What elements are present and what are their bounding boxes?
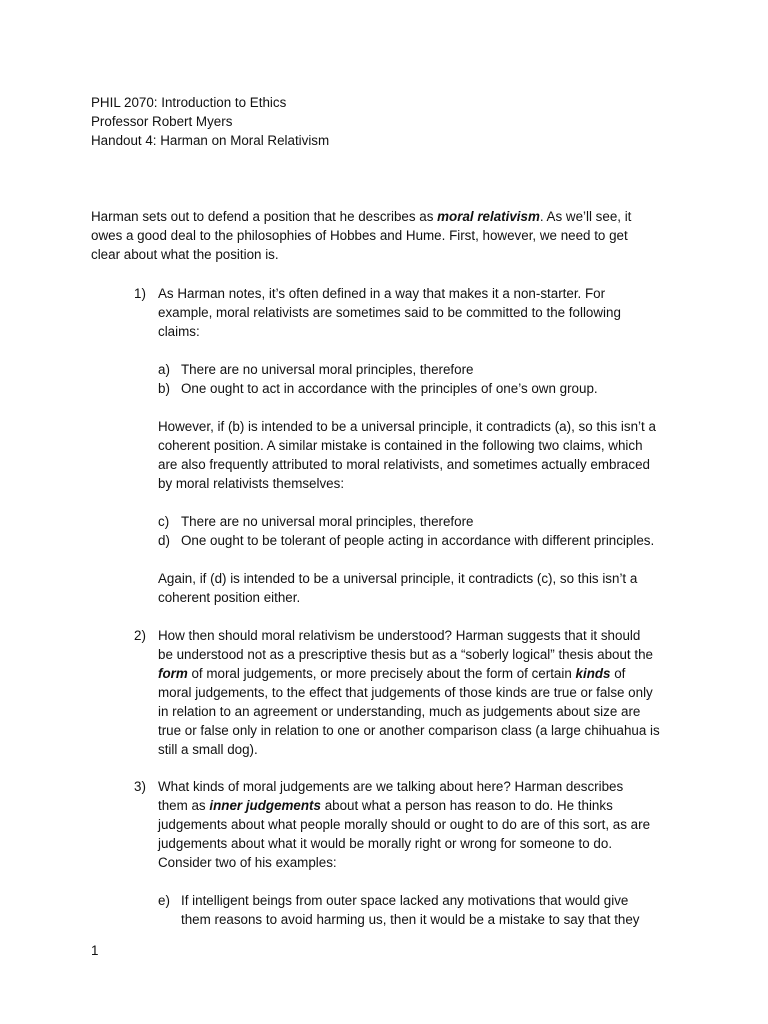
paragraph-line: by moral relativists themselves: (158, 476, 345, 491)
intro-line (91, 207, 691, 226)
paragraph-line: Again, if (d) is intended to be a universal principle, it contradicts (c), so this isn’t a (158, 571, 638, 586)
paragraph-line (158, 664, 698, 683)
point-1-text (158, 284, 698, 341)
paragraph-line: be understood not as a prescriptive thesis but as a “soberly logical” thesis about the (158, 647, 653, 662)
paragraph-line: However, if (b) is intended to be a universal principle, it contradicts (a), so this isn’t a (158, 419, 656, 434)
paragraph-line: claims: (158, 324, 200, 339)
example-e (181, 891, 640, 929)
paragraph-line: Consider two of his examples: (158, 855, 337, 870)
text-span: about what a person has reason to do. He thinks (320, 798, 613, 813)
handout-title: Handout 4: Harman on Moral Relativism (91, 133, 330, 148)
claim-b: One ought to act in accordance with the principles of one’s own group. (181, 381, 598, 396)
paragraph-line: example, moral relativists are sometimes said to be committed to the following (158, 305, 621, 320)
paragraph-line: still a small dog). (158, 742, 258, 757)
text-span: of (610, 666, 626, 681)
sub-label-e: e) (158, 893, 170, 908)
point-2-text (158, 626, 698, 759)
paragraph-line: them reasons to avoid harming us, then it would be a mistake to say that they (181, 912, 640, 927)
paragraph-line: in relation to an agreement or understanding, much as judgements about size are (158, 704, 641, 719)
list-number-1: 1) (134, 286, 146, 301)
sub-label-a: a) (158, 362, 170, 377)
however-paragraph (158, 417, 698, 493)
text-span: them as (158, 798, 210, 813)
intro-paragraph (91, 207, 691, 264)
paragraph-line: coherent position. A similar mistake is contained in the following two claims, which (158, 438, 643, 453)
term-inner-judgements: inner judgements (209, 798, 321, 813)
point-3-text (158, 777, 698, 872)
list-number-2: 2) (134, 628, 146, 643)
paragraph-line: What kinds of moral judgements are we talking about here? Harman describes (158, 779, 624, 794)
paragraph-line: If intelligent beings from outer space lacked any motivations that would give (181, 893, 629, 908)
claim-d: One ought to be tolerant of people acting in accordance with different principles. (181, 533, 655, 548)
text-span: . As we’ll see, it (539, 209, 632, 224)
paragraph-line: true or false only in relation to one or another comparison class (a large chihuahua is (158, 723, 660, 738)
paragraph-line: How then should moral relativism be understood? Harman suggests that it should (158, 628, 641, 643)
claim-c: There are no universal moral principles, therefore (181, 514, 474, 529)
sub-label-b: b) (158, 381, 170, 396)
document-header (91, 93, 329, 150)
intro-line: clear about what the position is. (91, 247, 279, 262)
paragraph-line: are also frequently attributed to moral relativists, and sometimes actually embraced (158, 457, 650, 472)
text-span: Harman sets out to defend a position that he describes as (91, 209, 438, 224)
page-number: 1 (91, 943, 99, 958)
sub-label-d: d) (158, 533, 170, 548)
paragraph-line: moral judgements, to the effect that judgements of those kinds are true or false only (158, 685, 653, 700)
sub-label-c: c) (158, 514, 170, 529)
professor-name: Professor Robert Myers (91, 114, 233, 129)
course-title: PHIL 2070: Introduction to Ethics (91, 95, 287, 110)
paragraph-line: coherent position either. (158, 590, 301, 605)
paragraph-line (158, 796, 698, 815)
list-number-3: 3) (134, 779, 146, 794)
intro-line: owes a good deal to the philosophies of Hobbes and Hume. First, however, we need to get (91, 228, 628, 243)
paragraph-line: judgements about what people morally should or ought to do are of this sort, as are (158, 817, 651, 832)
term-moral-relativism: moral relativism (437, 209, 540, 224)
again-paragraph (158, 569, 698, 607)
paragraph-line: As Harman notes, it’s often defined in a way that makes it a non-starter. For (158, 286, 606, 301)
term-kinds: kinds (575, 666, 611, 681)
paragraph-line: judgements about what it would be morally right or wrong for someone to do. (158, 836, 613, 851)
claim-a: There are no universal moral principles, therefore (181, 362, 474, 377)
term-form: form (158, 666, 188, 681)
text-span: of moral judgements, or more precisely about the form of certain (187, 666, 576, 681)
